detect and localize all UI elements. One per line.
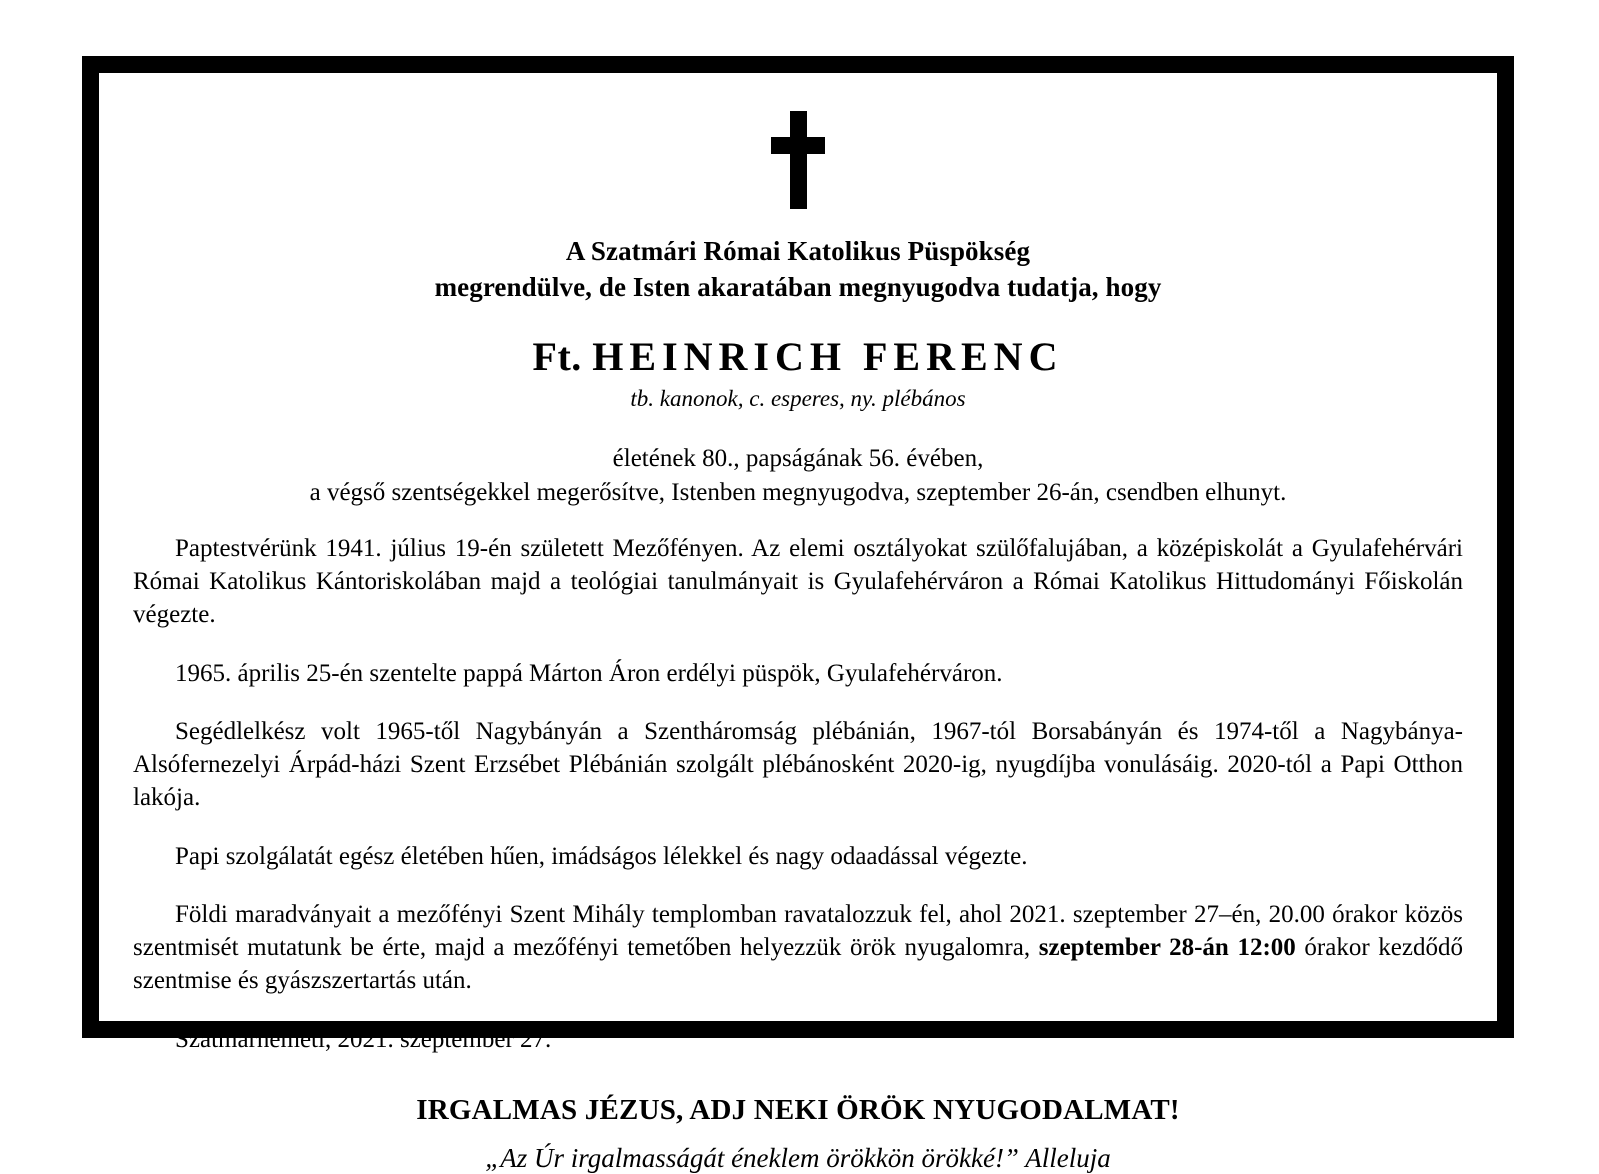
- age-line-2: a végső szentségekkel megerősítve, Istenben megnyugodva, szeptember 26-án, csendben elhunyt.: [309, 479, 1287, 506]
- place-and-date: Szatmárnémeti, 2021. szeptember 27.: [175, 1025, 552, 1053]
- age-line-1: életének 80., papságának 56. évében,: [612, 445, 984, 473]
- closing-prayer: IRGALMAS JÉZUS, ADJ NEKI ÖRÖK NYUGODALMAT!: [416, 1093, 1180, 1126]
- cross-icon-wrap: [133, 111, 1463, 214]
- latin-cross-icon: [771, 111, 825, 209]
- deceased-name-prefix: Ft.: [532, 334, 582, 380]
- funeral-text-part-1: Földi maradványait a mezőfényi Szent Mihály templomban ravatalozzuk fel, ahol 2021. szeptember 27–én, 20.00 órakor közös szentmisét mutatunk be érte, majd a mezőfényi temetőben helyezzük örök nyugalomra,: [133, 900, 1463, 961]
- funeral-paragraph: [133, 898, 1463, 998]
- announcer-line-2: megrendülve, de Isten akaratában megnyugodva tudatja, hogy: [434, 271, 1162, 302]
- funeral-text-part-2: órakor kezdődő szentmise és gyászszertartás után.: [133, 934, 1463, 995]
- biography-paragraph-3: Segédlelkész volt 1965-től Nagybányán a Szentháromság plébánián, 1967-tól Borsabányán és 1974-től a Nagybánya-Alsófernezelyi Árpád-házi Szent Erzsébet Plébánián szolgált plébánosként 2020-ig, nyugdíjba vonulásáig. 2020-tól a Papi Otthon lakója.: [133, 717, 1463, 812]
- biography-paragraph-1: Paptestvérünk 1941. július 19-én született Mezőfényen. Az elemi osztályokat szülőfalujában, a középiskolát a Gyulafehérvári Római Katolikus Kántoriskolában majd a teológiai tanulmányait is Gyulafehérváron a Római Katolikus Hittudományi Főiskolán végezte.: [133, 534, 1463, 629]
- notice-content: [133, 95, 1463, 1173]
- funeral-datetime: szeptember 28-án 12:00: [1038, 934, 1296, 961]
- biography-paragraph-4: Papi szolgálatát egész életében hűen, imádságos lélekkel és nagy odaadással végezte.: [175, 842, 1028, 870]
- closing-quote: „Az Úr irgalmasságát éneklem örökkön örökké!” Alleluja: [485, 1142, 1111, 1173]
- announcer-line-1: A Szatmári Római Katolikus Püspökség: [565, 236, 1031, 266]
- deceased-titles: tb. kanonok, c. esperes, ny. plébános: [630, 386, 966, 412]
- cross-vertical-bar: [790, 111, 807, 209]
- notice-frame: [82, 56, 1514, 1173]
- cross-horizontal-bar: [771, 137, 825, 154]
- biography-paragraph-2: 1965. április 25-én szentelte pappá Márton Áron erdélyi püspök, Gyulafehérváron.: [175, 659, 1003, 687]
- deceased-name: [133, 333, 1463, 380]
- deceased-name-text: HEINRICH FERENC: [592, 334, 1064, 380]
